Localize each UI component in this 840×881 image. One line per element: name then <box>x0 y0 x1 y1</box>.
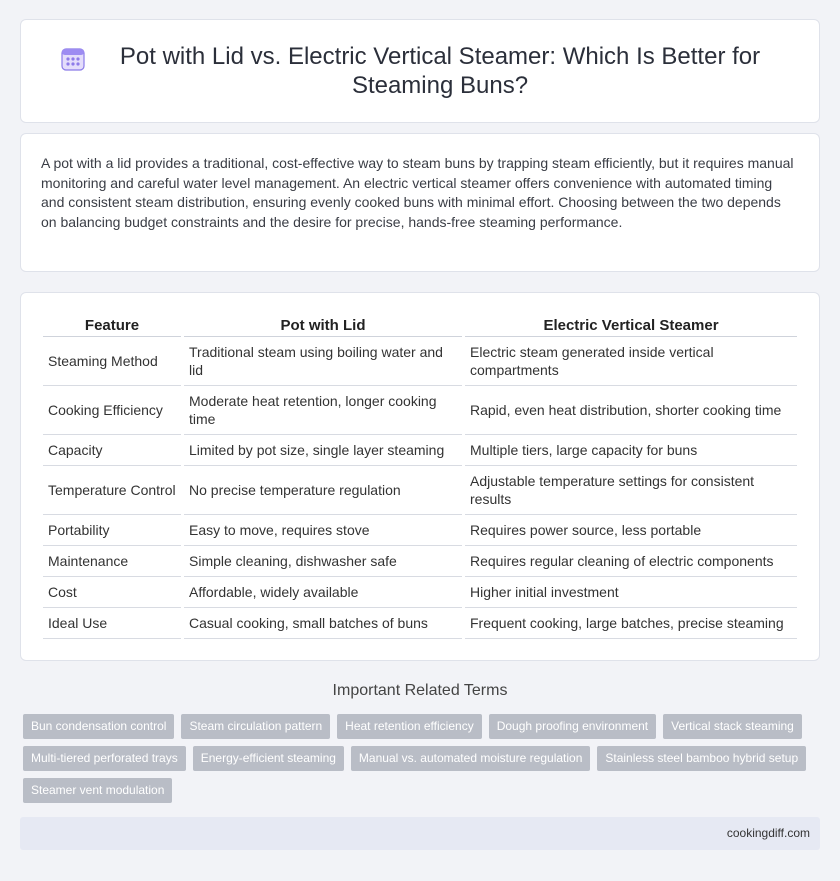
pot-cell: Traditional steam using boiling water and lid <box>184 337 462 386</box>
related-term-tag[interactable]: Manual vs. automated moisture regulation <box>351 746 590 771</box>
table-row <box>43 577 797 608</box>
related-term-tag[interactable]: Vertical stack steaming <box>663 714 802 739</box>
header-pot-with-lid: Pot with Lid <box>184 311 462 337</box>
feature-cell: Steaming Method <box>43 337 181 386</box>
related-term-tag[interactable]: Stainless steel bamboo hybrid setup <box>597 746 806 771</box>
related-term-tag[interactable]: Bun condensation control <box>23 714 174 739</box>
pot-cell: Casual cooking, small batches of buns <box>184 608 462 639</box>
pot-cell: Simple cleaning, dishwasher safe <box>184 546 462 577</box>
table-row <box>43 546 797 577</box>
steamer-cell: Higher initial investment <box>465 577 797 608</box>
comparison-card <box>20 292 820 661</box>
calendar-grid-icon <box>60 46 86 72</box>
feature-cell: Cost <box>43 577 181 608</box>
table-header-row <box>43 311 797 337</box>
related-term-tag[interactable]: Steamer vent modulation <box>23 778 172 803</box>
table-row <box>43 386 797 435</box>
pot-cell: No precise temperature regulation <box>184 466 462 515</box>
header-electric-steamer: Electric Vertical Steamer <box>465 311 797 337</box>
steamer-cell: Requires regular cleaning of electric components <box>465 546 797 577</box>
pot-cell: Limited by pot size, single layer steaming <box>184 435 462 466</box>
table-row <box>43 466 797 515</box>
header-feature: Feature <box>43 311 181 337</box>
related-terms-list <box>23 714 823 810</box>
steamer-cell: Multiple tiers, large capacity for buns <box>465 435 797 466</box>
pot-cell: Easy to move, requires stove <box>184 515 462 546</box>
related-term-tag[interactable]: Steam circulation pattern <box>181 714 330 739</box>
feature-cell: Ideal Use <box>43 608 181 639</box>
feature-cell: Maintenance <box>43 546 181 577</box>
comparison-table <box>40 311 800 639</box>
steamer-cell: Adjustable temperature settings for consistent results <box>465 466 797 515</box>
related-term-tag[interactable]: Multi-tiered perforated trays <box>23 746 186 771</box>
pot-cell: Moderate heat retention, longer cooking time <box>184 386 462 435</box>
related-terms-heading: Important Related Terms <box>332 682 508 699</box>
page-title: Pot with Lid vs. Electric Vertical Steamer: Which Is Better for Steaming Buns? <box>119 43 761 99</box>
related-term-tag[interactable]: Energy-efficient steaming <box>193 746 344 771</box>
intro-card <box>20 133 820 272</box>
feature-cell: Temperature Control <box>43 466 181 515</box>
feature-cell: Cooking Efficiency <box>43 386 181 435</box>
table-row <box>43 515 797 546</box>
table-row <box>43 337 797 386</box>
steamer-cell: Frequent cooking, large batches, precise steaming <box>465 608 797 639</box>
title-card <box>20 19 820 123</box>
feature-cell: Capacity <box>43 435 181 466</box>
table-row <box>43 608 797 639</box>
related-term-tag[interactable]: Dough proofing environment <box>489 714 656 739</box>
intro-text: A pot with a lid provides a traditional, cost-effective way to steam buns by trapping steam efficiently, but it requires manual monitoring and careful water level management. An electric vertical steamer offers convenience with automated timing and consistent steam distribution, ensuring evenly cooked buns with minimal effort. Choosing between the two depends on balancing budget constraints and the desire for precise, hands-free steaming performance. <box>41 155 794 230</box>
steamer-cell: Requires power source, less portable <box>465 515 797 546</box>
steamer-cell: Electric steam generated inside vertical compartments <box>465 337 797 386</box>
pot-cell: Affordable, widely available <box>184 577 462 608</box>
footer-site-link[interactable]: cookingdiff.com <box>726 826 810 840</box>
feature-cell: Portability <box>43 515 181 546</box>
related-term-tag[interactable]: Heat retention efficiency <box>337 714 482 739</box>
table-row <box>43 435 797 466</box>
steamer-cell: Rapid, even heat distribution, shorter cooking time <box>465 386 797 435</box>
footer <box>20 817 820 850</box>
